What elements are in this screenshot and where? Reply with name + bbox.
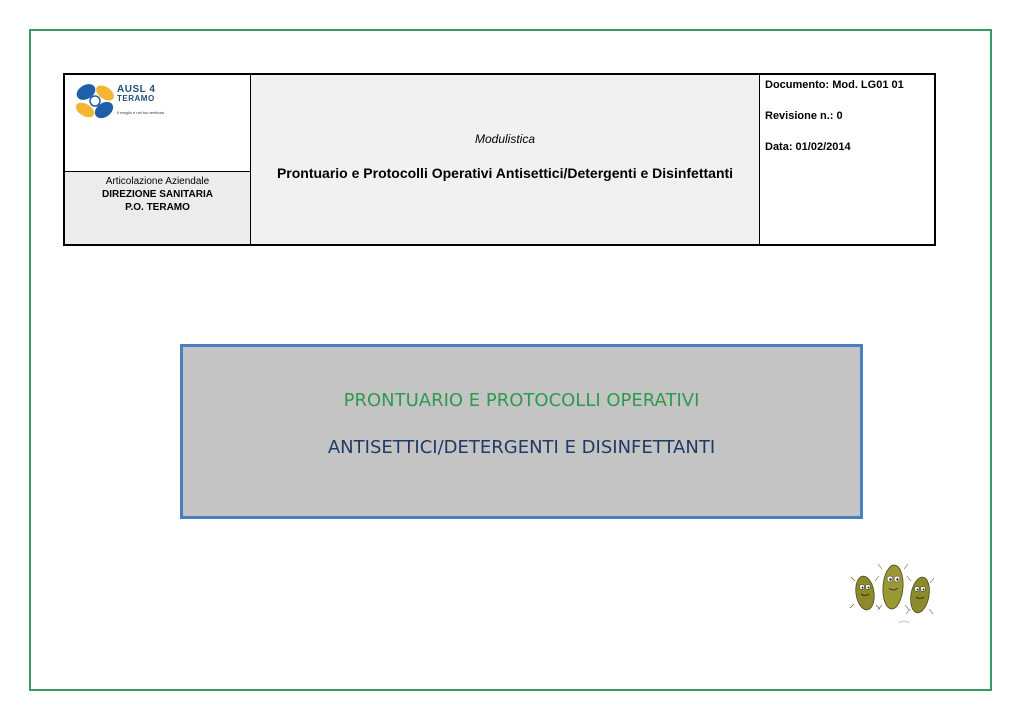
document-date: Data: 01/02/2014: [765, 141, 851, 153]
org-unit: P.O. TERAMO: [125, 202, 190, 213]
header-left-column: [65, 75, 251, 244]
title-banner: [180, 344, 863, 519]
banner-title-line2: ANTISETTICI/DETERGENTI E DISINFETTANTI: [327, 437, 716, 458]
revision-number: Revisione n.: 0: [765, 110, 843, 122]
org-cell: [65, 172, 250, 244]
document-header: [63, 73, 936, 246]
ausl-logo-icon: [74, 81, 116, 121]
org-label: Articolazione Aziendale: [105, 176, 210, 187]
document-title: Prontuario e Protocolli Operativi Antisettici/Detergenti e Disinfettanti: [276, 165, 734, 181]
logo-name-line1: AUSL 4: [117, 84, 156, 95]
logo-name-line2: TERAMO: [117, 94, 155, 103]
document-kind: Modulistica: [474, 132, 536, 146]
header-meta-column: [760, 75, 934, 244]
banner-title-line1: PRONTUARIO E PROTOCOLLI OPERATIVI: [343, 390, 700, 411]
document-code: Documento: Mod. LG01 01: [765, 79, 904, 91]
logo-cell: [65, 75, 250, 172]
germs-illustration-icon: [849, 559, 939, 629]
org-department: DIREZIONE SANITARIA: [102, 189, 213, 200]
logo-tagline: Il meglio è nel tuo territorio: [117, 110, 165, 115]
header-center-column: [251, 75, 760, 244]
